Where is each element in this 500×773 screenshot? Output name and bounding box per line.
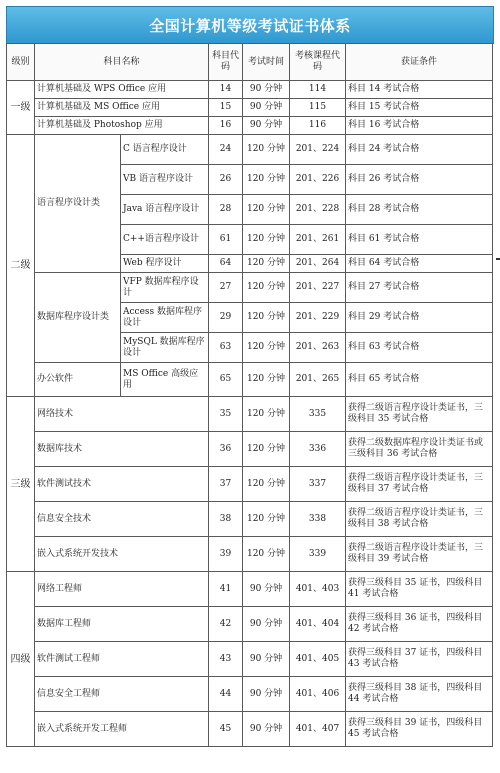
subject-code: 14	[209, 81, 243, 99]
course-code: 339	[290, 537, 346, 572]
header-course: 考核课程代码	[290, 44, 346, 81]
subject-code: 27	[209, 273, 243, 303]
exam-time: 90 分钟	[243, 642, 290, 677]
cert-condition: 获得二级语言程序设计类证书，三级科目 38 考试合格	[346, 502, 493, 537]
subject-name: 信息安全技术	[35, 502, 209, 537]
subject-name: 数据库技术	[35, 432, 209, 467]
course-code: 115	[290, 99, 346, 117]
table-row	[7, 397, 493, 432]
cert-condition: 获得三级科目 36 证书，四级科目 42 考试合格	[346, 607, 493, 642]
subject-name: C++语言程序设计	[121, 225, 209, 255]
table-row	[7, 642, 493, 677]
subject-code: 65	[209, 363, 243, 397]
exam-time: 120 分钟	[243, 195, 290, 225]
table-row	[7, 432, 493, 467]
subject-name: MS Office 高级应用	[121, 363, 209, 397]
subject-name: 软件测试技术	[35, 467, 209, 502]
level-cell-1: 一级	[7, 81, 35, 135]
subject-name: 网络技术	[35, 397, 209, 432]
table-row	[7, 537, 493, 572]
cert-condition: 获得二级数据库程序设计类证书或三级科目 36 考试合格	[346, 432, 493, 467]
exam-time: 120 分钟	[243, 303, 290, 333]
subject-code: 63	[209, 333, 243, 363]
subject-code: 44	[209, 677, 243, 712]
exam-time: 120 分钟	[243, 397, 290, 432]
exam-time: 90 分钟	[243, 677, 290, 712]
exam-time: 120 分钟	[243, 432, 290, 467]
course-code: 201、228	[290, 195, 346, 225]
table-row	[7, 117, 493, 135]
course-code: 201、226	[290, 165, 346, 195]
level-cell-2: 二级	[7, 135, 35, 397]
cert-condition: 科目 15 考试合格	[346, 99, 493, 117]
subject-code: 41	[209, 572, 243, 607]
table-row	[7, 81, 493, 99]
subject-code: 64	[209, 255, 243, 273]
cert-condition: 科目 61 考试合格	[346, 225, 493, 255]
table-row	[7, 135, 493, 165]
subject-name: 嵌入式系统开发技术	[35, 537, 209, 572]
exam-time: 120 分钟	[243, 165, 290, 195]
group-cell: 数据库程序设计类	[35, 273, 121, 363]
subject-name: MySQL 数据库程序设计	[121, 333, 209, 363]
exam-time: 120 分钟	[243, 273, 290, 303]
subject-name: 数据库工程师	[35, 607, 209, 642]
cert-condition: 获得三级科目 35 证书，四级科目 41 考试合格	[346, 572, 493, 607]
exam-time: 90 分钟	[243, 572, 290, 607]
header-subject: 科目名称	[35, 44, 209, 81]
course-code: 337	[290, 467, 346, 502]
exam-time: 120 分钟	[243, 225, 290, 255]
page-title: 全国计算机等级考试证书体系	[149, 16, 351, 35]
subject-name: 信息安全工程师	[35, 677, 209, 712]
course-code: 201、265	[290, 363, 346, 397]
cert-condition: 获得二级语言程序设计类证书，三级科目 37 考试合格	[346, 467, 493, 502]
subject-name: Web 程序设计	[121, 255, 209, 273]
header-time: 考试时间	[243, 44, 290, 81]
subject-name: Access 数据库程序设计	[121, 303, 209, 333]
subject-name: 计算机基础及 Photoshop 应用	[35, 117, 209, 135]
cert-condition: 科目 28 考试合格	[346, 195, 493, 225]
course-code: 401、404	[290, 607, 346, 642]
subject-code: 15	[209, 99, 243, 117]
cert-condition: 获得二级语言程序设计类证书，三级科目 35 考试合格	[346, 397, 493, 432]
cert-condition: 科目 29 考试合格	[346, 303, 493, 333]
title-banner	[6, 6, 494, 44]
exam-time: 120 分钟	[243, 537, 290, 572]
subject-code: 26	[209, 165, 243, 195]
cert-condition: 科目 64 考试合格	[346, 255, 493, 273]
subject-name: 计算机基础及 MS Office 应用	[35, 99, 209, 117]
course-code: 401、406	[290, 677, 346, 712]
table-row	[7, 502, 493, 537]
exam-time: 120 分钟	[243, 333, 290, 363]
course-code: 114	[290, 81, 346, 99]
cert-condition: 获得三级科目 37 证书，四级科目 43 考试合格	[346, 642, 493, 677]
cert-condition: 获得三级科目 39 证书，四级科目 45 考试合格	[346, 712, 493, 747]
subject-code: 35	[209, 397, 243, 432]
subject-name: 计算机基础及 WPS Office 应用	[35, 81, 209, 99]
course-code: 335	[290, 397, 346, 432]
cert-condition: 科目 24 考试合格	[346, 135, 493, 165]
table-row	[7, 467, 493, 502]
subject-code: 42	[209, 607, 243, 642]
subject-name: VB 语言程序设计	[121, 165, 209, 195]
exam-time: 120 分钟	[243, 467, 290, 502]
subject-code: 24	[209, 135, 243, 165]
subject-name: VFP 数据库程序设计	[121, 273, 209, 303]
cert-condition: 科目 26 考试合格	[346, 165, 493, 195]
course-code: 401、407	[290, 712, 346, 747]
edge-mark	[496, 258, 500, 260]
subject-code: 43	[209, 642, 243, 677]
course-code: 336	[290, 432, 346, 467]
cert-condition: 获得三级科目 38 证书，四级科目 44 考试合格	[346, 677, 493, 712]
subject-code: 61	[209, 225, 243, 255]
header-code: 科目代码	[209, 44, 243, 81]
exam-time: 90 分钟	[243, 712, 290, 747]
table-row	[7, 363, 493, 397]
course-code: 201、229	[290, 303, 346, 333]
cert-condition: 科目 65 考试合格	[346, 363, 493, 397]
course-code: 201、264	[290, 255, 346, 273]
exam-time: 90 分钟	[243, 607, 290, 642]
exam-time: 90 分钟	[243, 81, 290, 99]
exam-time: 90 分钟	[243, 99, 290, 117]
certificate-table	[6, 43, 493, 747]
header-cond: 获证条件	[346, 44, 493, 81]
subject-code: 39	[209, 537, 243, 572]
course-code: 116	[290, 117, 346, 135]
subject-name: 软件测试工程师	[35, 642, 209, 677]
cert-condition: 获得二级语言程序设计类证书，三级科目 39 考试合格	[346, 537, 493, 572]
exam-time: 120 分钟	[243, 502, 290, 537]
table-row	[7, 712, 493, 747]
table-row	[7, 273, 493, 303]
course-code: 401、403	[290, 572, 346, 607]
course-code: 338	[290, 502, 346, 537]
subject-code: 16	[209, 117, 243, 135]
cert-condition: 科目 27 考试合格	[346, 273, 493, 303]
subject-name: 嵌入式系统开发工程师	[35, 712, 209, 747]
exam-time: 120 分钟	[243, 255, 290, 273]
subject-name: 网络工程师	[35, 572, 209, 607]
level-cell-4: 四级	[7, 572, 35, 747]
level-cell-3: 三级	[7, 397, 35, 572]
subject-name: C 语言程序设计	[121, 135, 209, 165]
group-cell: 办公软件	[35, 363, 121, 397]
course-code: 401、405	[290, 642, 346, 677]
course-code: 201、227	[290, 273, 346, 303]
subject-code: 36	[209, 432, 243, 467]
group-cell: 语言程序设计类	[35, 135, 121, 273]
cert-condition: 科目 14 考试合格	[346, 81, 493, 99]
cert-condition: 科目 16 考试合格	[346, 117, 493, 135]
subject-code: 29	[209, 303, 243, 333]
cert-condition: 科目 63 考试合格	[346, 333, 493, 363]
header-row	[7, 44, 493, 81]
subject-name: Java 语言程序设计	[121, 195, 209, 225]
table-row	[7, 572, 493, 607]
course-code: 201、263	[290, 333, 346, 363]
course-code: 201、261	[290, 225, 346, 255]
subject-code: 45	[209, 712, 243, 747]
subject-code: 28	[209, 195, 243, 225]
table-row	[7, 607, 493, 642]
header-level: 级别	[7, 44, 35, 81]
exam-time: 120 分钟	[243, 135, 290, 165]
table-row	[7, 677, 493, 712]
course-code: 201、224	[290, 135, 346, 165]
subject-code: 38	[209, 502, 243, 537]
exam-time: 120 分钟	[243, 363, 290, 397]
exam-time: 90 分钟	[243, 117, 290, 135]
subject-code: 37	[209, 467, 243, 502]
table-row	[7, 99, 493, 117]
